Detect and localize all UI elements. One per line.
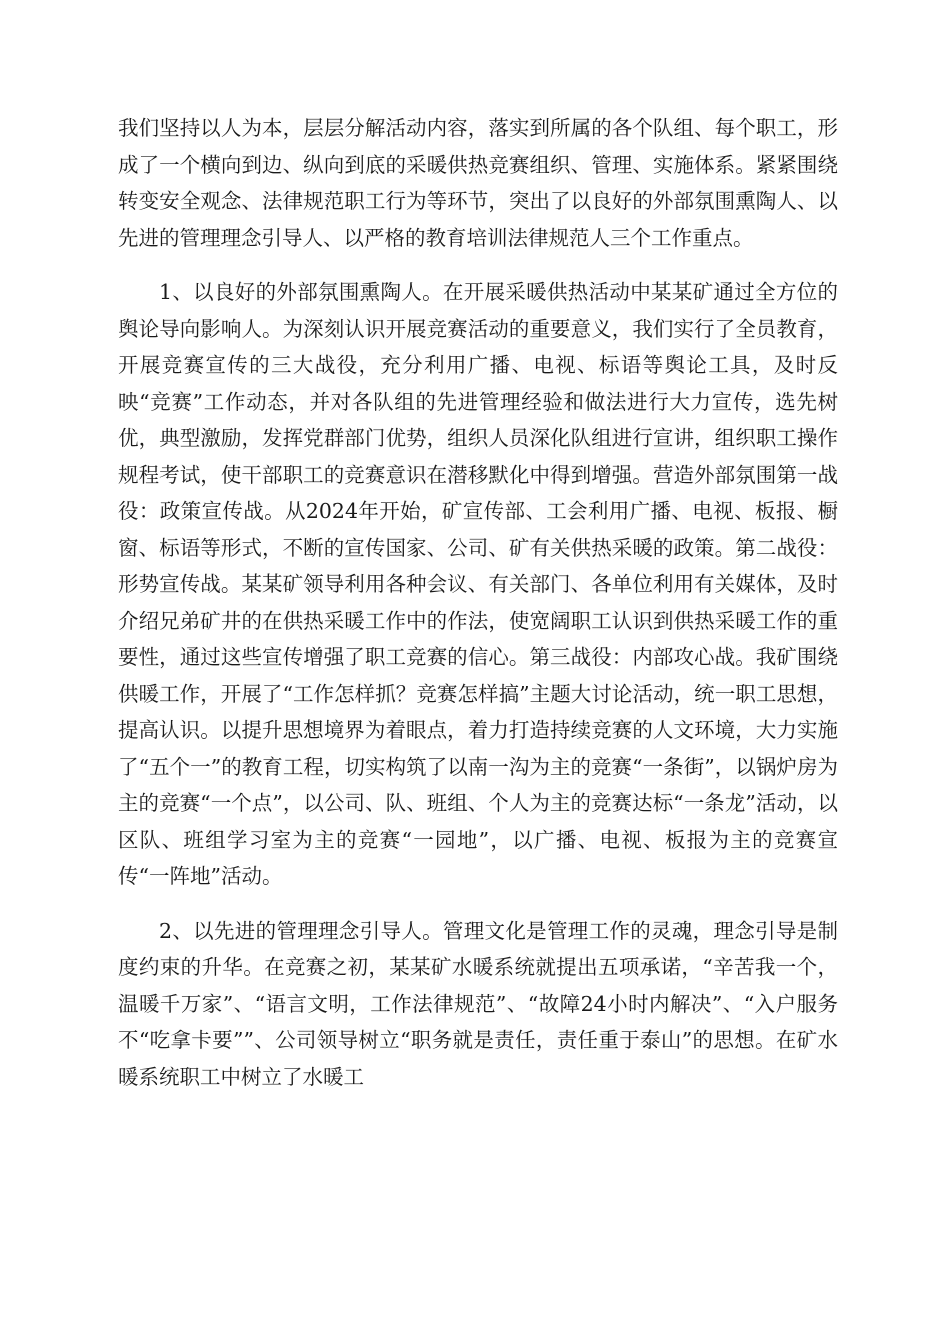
paragraph-intro: 我们坚持以人为本，层层分解活动内容，落实到所属的各个队组、每个职工，形成了一个横向到边、纵向到底的采暖供热竞赛组织、管理、实施体系。紧紧围绕转变安全观念、法律规范职工行为等环节，突出了以良好的外部氛围熏陶人、以先进的管理理念引导人、以严格的教育培训法律规范人三个工作重点。: [118, 116, 838, 250]
document-body: [118, 110, 838, 1113]
paragraph-section-2: 2、以先进的管理理念引导人。管理文化是管理工作的灵魂，理念引导是制度约束的升华。在竞赛之初，某某矿水暖系统就提出五项承诺，“辛苦我一个，温暖千万家”、“语言文明，工作法律规范”、“故障24小时内解决”、“入户服务不“吃拿卡要””、公司领导树立“职务就是责任，责任重于泰山”的思想。在矿水暖系统职工中树立了水暖工: [118, 918, 838, 1089]
paragraph-section-1: 1、以良好的外部氛围熏陶人。在开展采暖供热活动中某某矿通过全方位的舆论导向影响人。为深刻认识开展竞赛活动的重要意义，我们实行了全员教育，开展竞赛宣传的三大战役，充分利用广播、电视、标语等舆论工具，及时反映“竞赛”工作动态，并对各队组的先进管理经验和做法进行大力宣传，选先树优，典型激励，发挥党群部门优势，组织人员深化队组进行宣讲，组织职工操作规程考试，使干部职工的竞赛意识在潜移默化中得到增强。营造外部氛围第一战役：政策宣传战。从2024年开始，矿宣传部、工会利用广播、电视、板报、橱窗、标语等形式，不断的宣传国家、公司、矿有关供热采暖的政策。第二战役：形势宣传战。某某矿领导利用各种会议、有关部门、各单位利用有关媒体，及时介绍兄弟矿井的在供热采暖工作中的作法，使宽阔职工认识到供热采暖工作的重要性，通过这些宣传增强了职工竞赛的信心。第三战役：内部攻心战。我矿围绕供暖工作，开展了“工作怎样抓？竞赛怎样搞”主题大讨论活动，统一职工思想，提高认识。以提升思想境界为着眼点，着力打造持续竞赛的人文环境，大力实施了“五个一”的教育工程，切实构筑了以南一沟为主的竞赛“一条街”，以锅炉房为主的竞赛“一个点”，以公司、队、班组、个人为主的竞赛达标“一条龙”活动，以区队、班组学习室为主的竞赛“一园地”，以广播、电视、板报为主的竞赛宣传“一阵地”活动。: [118, 280, 838, 888]
